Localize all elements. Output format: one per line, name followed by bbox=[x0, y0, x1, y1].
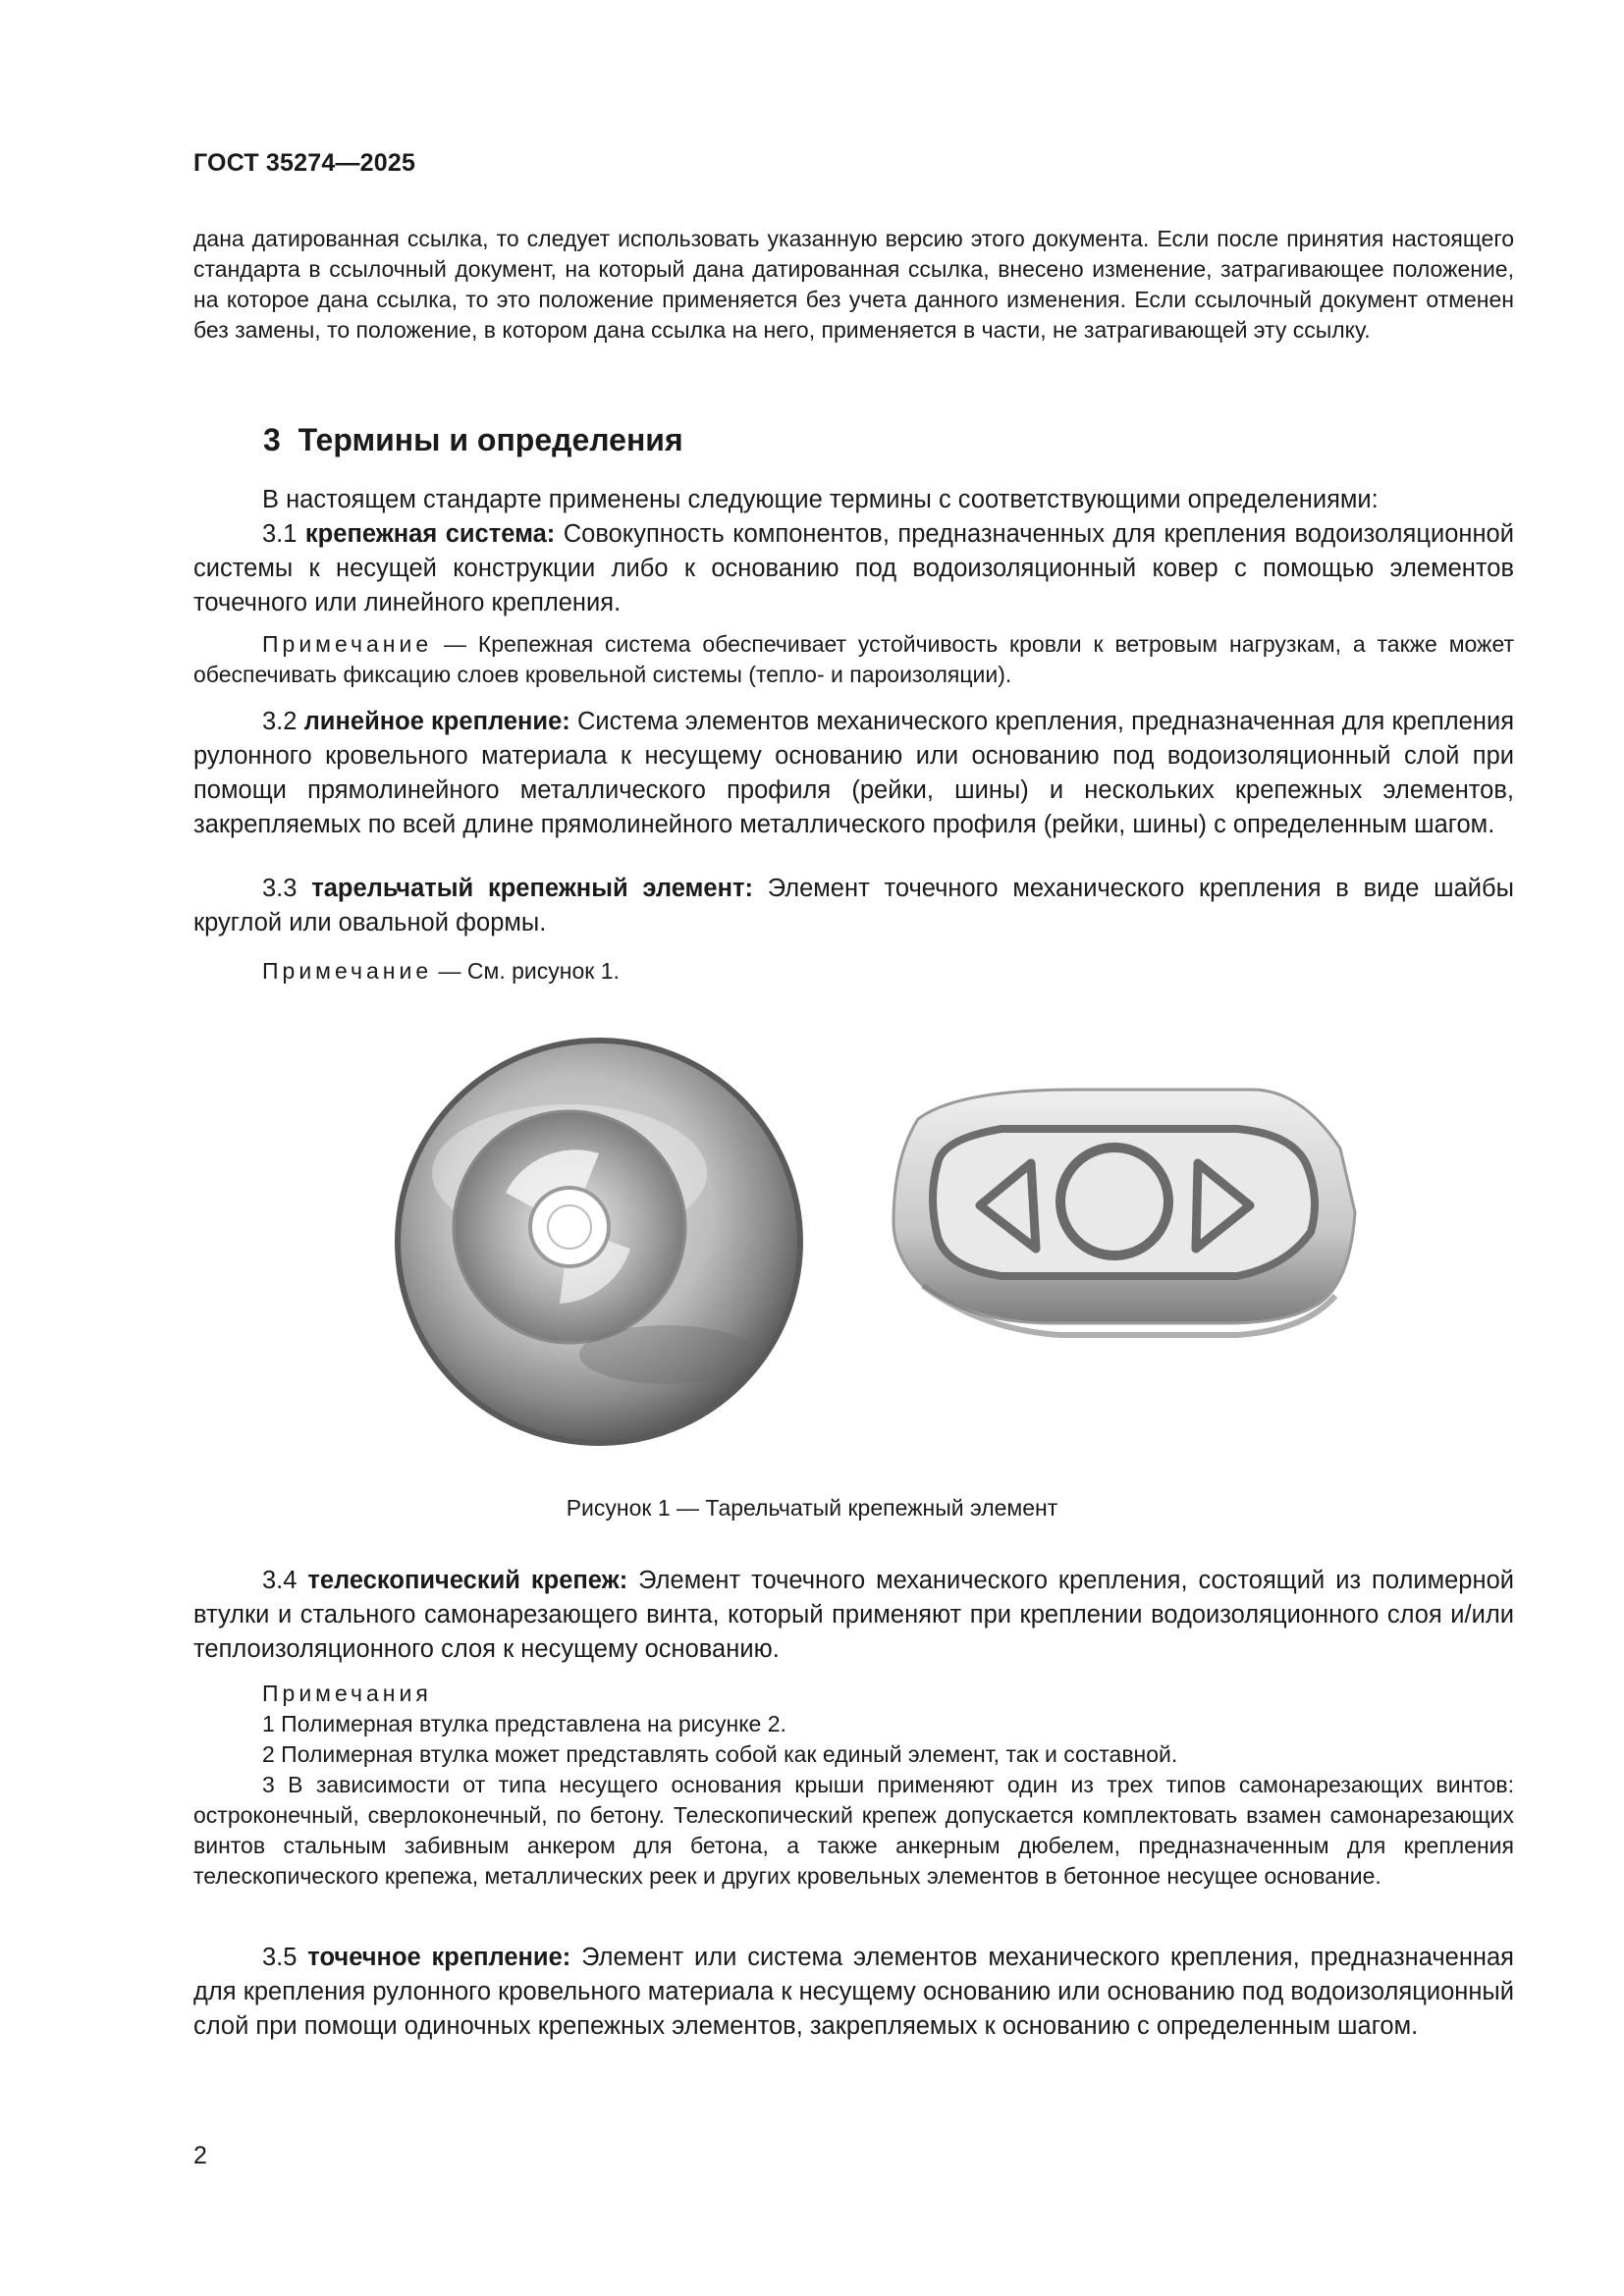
note-label: Примечание bbox=[262, 631, 433, 657]
term-number: 3.5 bbox=[262, 1944, 298, 1971]
fastener-illustration bbox=[373, 991, 1375, 1492]
note-item: 3 В зависимости от типа несущего основания крыши применяют один из трех типов самонарезающих винтов: остроконечный, сверлоконечный, по бетону. Телескопический крепеж допускается комплектовать взамен самонарезающих винтов стальным забивным анкером для бетона, а также анкерным дюбелем, предназначенным для крепления телескопического крепежа, металлических реек и других кровельных элементов в бетонное несущее основание. bbox=[193, 1772, 1514, 1889]
term-definition: Совокупность компонентов, предназначенных для крепления водоизоляционной системы к несущей конструкции либо к основанию под водоизоляционный ковер с помощью элементов точечного или линейного крепления. bbox=[193, 520, 1514, 616]
note-text: — Крепежная система обеспечивает устойчивость кровли к ветровым нагрузкам, а также может обеспечивать фиксацию слоев кровельной системы (тепло- и пароизоляции). bbox=[193, 631, 1515, 687]
section-title bbox=[263, 422, 683, 458]
term-3-2 bbox=[193, 705, 1514, 842]
section-lead: В настоящем стандарте применены следующие термины с соответствующими определениями: bbox=[262, 486, 1379, 513]
term-number: 3.4 bbox=[262, 1567, 298, 1594]
note-item: 1 Полимерная втулка представлена на рисунке 2. bbox=[262, 1711, 786, 1736]
term-3-3 bbox=[193, 872, 1514, 940]
term-name: линейное крепление: bbox=[303, 708, 570, 735]
note-label: Примечание bbox=[262, 958, 433, 984]
notes-label: Примечания bbox=[262, 1681, 432, 1706]
intro-paragraph: дана датированная ссылка, то следует использовать указанную версию этого документа. Если после принятия настоящего стандарта в ссылочный документ, на который дана датированная ссылка, внесено изменение, затрагивающее положение, на которое дана ссылка, то это положение применяется без учета данного изменения. Если ссылочный документ отменен без замены, то положение, в котором дана ссылка на него, применяется в части, не затрагивающей эту ссылку. bbox=[193, 226, 1514, 343]
oval-washer-icon bbox=[893, 1090, 1355, 1335]
term-3-5 bbox=[193, 1941, 1514, 2044]
term-definition: Система элементов механического крепления, предназначенная для крепления рулонного кровельного материала к несущему основанию или основанию под водоизоляционный слой при помощи прямолинейного металлического профиля (рейки, шины) и нескольких крепежных элементов, закрепляемых по всей длине прямолинейного металлического профиля (рейки, шины) с определенным шагом. bbox=[193, 708, 1515, 838]
document-code: ГОСТ 35274—2025 bbox=[193, 149, 416, 177]
round-washer-icon bbox=[398, 1041, 800, 1443]
note-3-3 bbox=[193, 956, 1514, 987]
section-title-text: Термины и определения bbox=[298, 422, 683, 457]
term-number: 3.1 bbox=[262, 520, 298, 548]
note-3-1 bbox=[193, 629, 1514, 690]
term-name: телескопический крепеж: bbox=[307, 1567, 628, 1594]
notes-3-4 bbox=[193, 1679, 1514, 1892]
term-name: крепежная система: bbox=[304, 520, 556, 548]
figure-1 bbox=[373, 991, 1375, 1492]
term-name: тарельчатый крепежный элемент: bbox=[311, 875, 753, 902]
figure-caption: Рисунок 1 — Тарельчатый крепежный элемент bbox=[566, 1495, 1058, 1521]
note-item: 2 Полимерная втулка может представлять собой как единый элемент, так и составной. bbox=[262, 1741, 1178, 1767]
term-3-4 bbox=[193, 1564, 1514, 1667]
page-number: 2 bbox=[193, 2142, 207, 2169]
term-name: точечное крепление: bbox=[307, 1944, 571, 1971]
term-3-1 bbox=[193, 517, 1514, 620]
section-number: 3 bbox=[263, 422, 281, 457]
term-definition: Элемент точечного механического крепления в виде шайбы круглой или овальной формы. bbox=[193, 875, 1514, 936]
term-definition: Элемент или система элементов механического крепления, предназначенная для крепления рулонного кровельного материала к несущему основанию или основанию под водоизоляционный слой при помощи одиночных крепежных элементов, закрепляемых к основанию с определенным шагом. bbox=[193, 1944, 1514, 2040]
note-text: — См. рисунок 1. bbox=[438, 958, 620, 984]
term-definition: Элемент точечного механического крепления, состоящий из полимерной втулки и стального самонарезающего винта, который применяют при креплении водоизоляционного слоя и/или теплоизоляционного слоя к несущему основанию. bbox=[193, 1567, 1514, 1663]
term-number: 3.3 bbox=[262, 875, 298, 902]
term-number: 3.2 bbox=[262, 708, 298, 735]
